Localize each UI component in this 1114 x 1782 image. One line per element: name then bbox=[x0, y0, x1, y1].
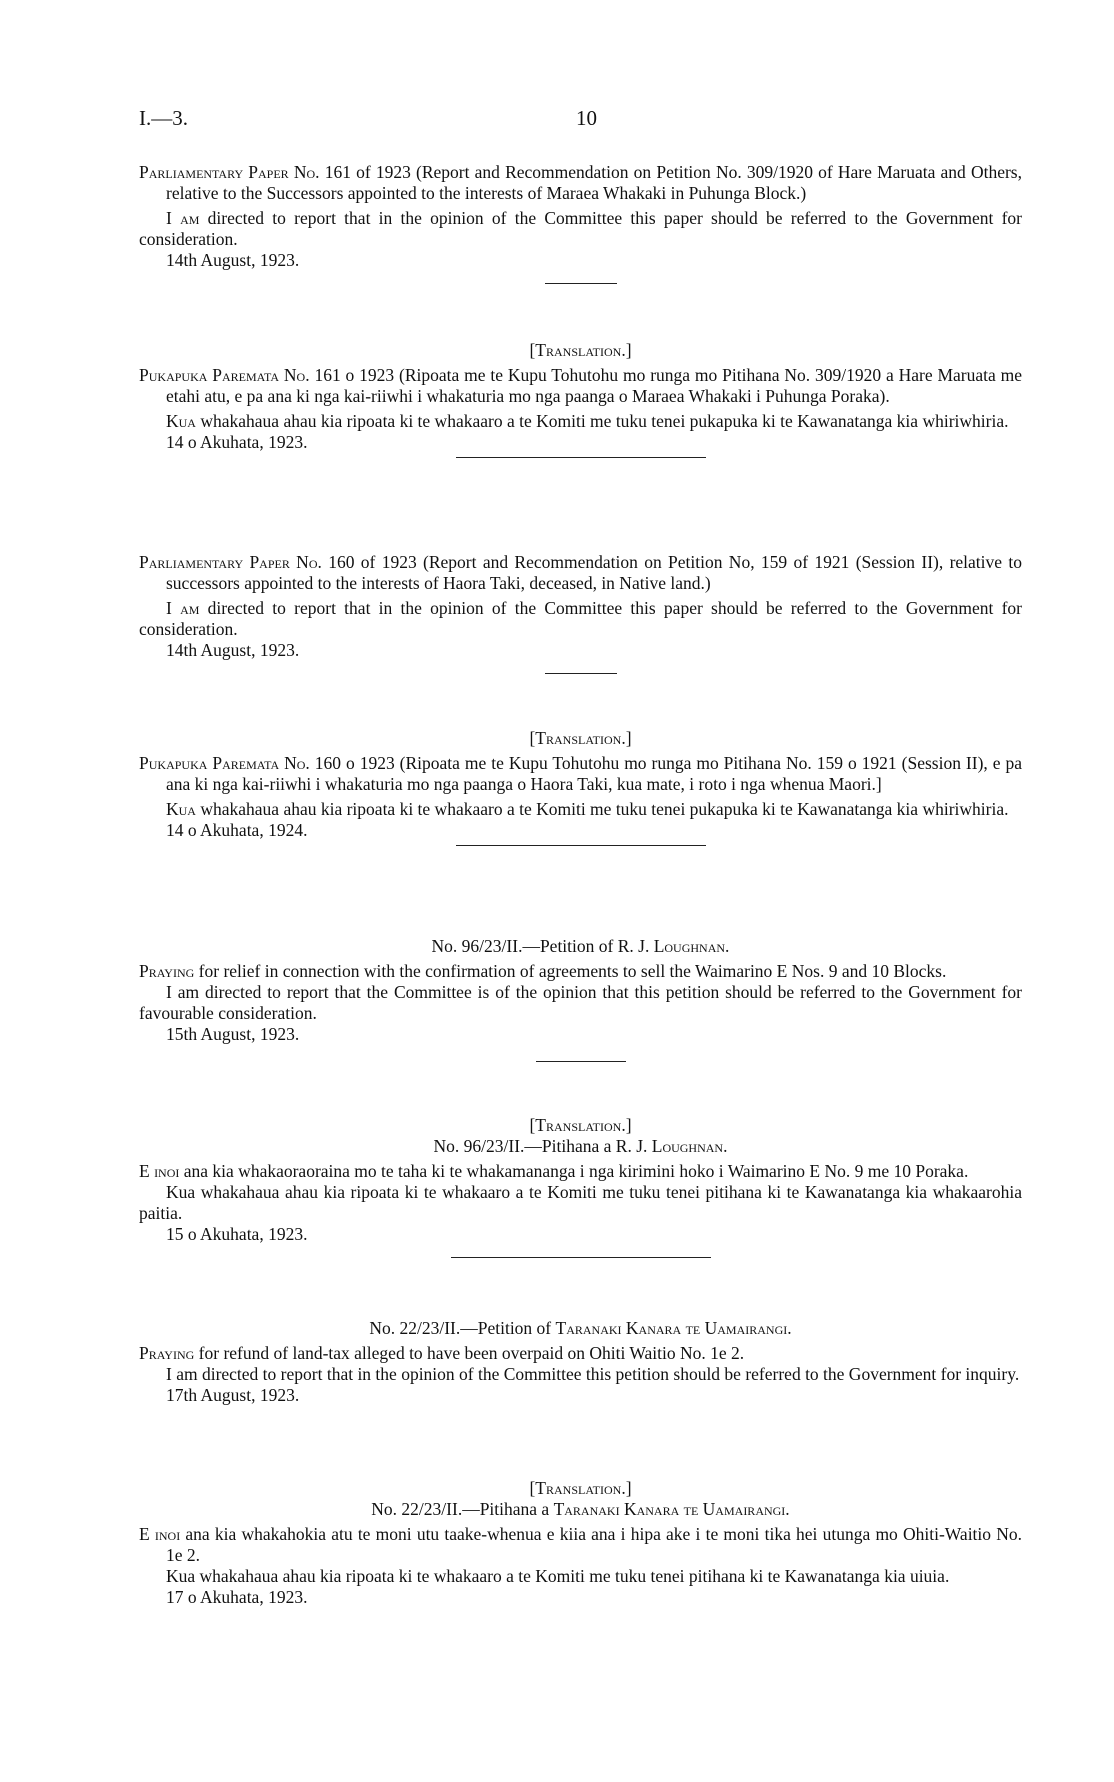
petition-title: No. 96/23/II.—Pitihana a R. J. Loughnan. bbox=[433, 1136, 728, 1156]
section-heading: Parliamentary Paper No. 160 of 1923 (Report and Recommendation on Petition No, 159 of 1921 (Session II), relative to successors appointed to the interests of Haora Taki, deceased, in Native land.) bbox=[139, 552, 1022, 593]
section-petition-taranaki bbox=[139, 1318, 1022, 1406]
translation-label: [Translation.] bbox=[529, 1115, 632, 1135]
translation-label: [Translation.] bbox=[529, 1478, 632, 1498]
divider bbox=[536, 1061, 626, 1062]
section-body: Kua whakahaua ahau kia ripoata ki te whakaaro a te Komiti me tuku tenei pukapuka ki te Kawanatanga kia whiriwhiria. bbox=[166, 799, 1009, 819]
section-date: 15 o Akuhata, 1923. bbox=[166, 1224, 308, 1244]
page-number: 10 bbox=[576, 106, 597, 130]
section-date: 14 o Akuhata, 1923. bbox=[166, 432, 308, 452]
section-pp161-translation bbox=[139, 340, 1022, 458]
section-date: 14th August, 1923. bbox=[166, 640, 300, 660]
section-date: 14 o Akuhata, 1924. bbox=[166, 820, 308, 840]
section-heading: Praying for relief in connection with the confirmation of agreements to sell the Waimarino E Nos. 9 and 10 Blocks. bbox=[139, 961, 947, 981]
section-pp160-translation bbox=[139, 728, 1022, 846]
section-body: Kua whakahaua ahau kia ripoata ki te whakaaro a te Komiti me tuku tenei pukapuka ki te Kawanatanga kia whiriwhiria. bbox=[166, 411, 1009, 431]
section-heading: E inoi ana kia whakaoraoraina mo te taha ki te whakamananga i nga kirimini hoko i Waimarino E No. 9 me 10 Poraka. bbox=[139, 1161, 969, 1181]
divider bbox=[545, 283, 617, 284]
section-body: I am directed to report that in the opinion of the Committee this paper should be referred to the Government for consideration. bbox=[139, 598, 1022, 639]
divider bbox=[545, 673, 617, 674]
section-petition-taranaki-translation bbox=[139, 1478, 1022, 1608]
petition-title: No. 22/23/II.—Petition of Taranaki Kanara te Uamairangi. bbox=[369, 1318, 792, 1338]
petition-title: No. 96/23/II.—Petition of R. J. Loughnan. bbox=[431, 936, 730, 956]
section-heading: Pukapuka Paremata No. 161 o 1923 (Ripoata me te Kupu Tohutohu mo runga mo Pitihana No. 309/1920 a Hare Maruata me etahi atu, e pa ana ki nga kai-riiwhi i whakaturia mo nga paanga o Maraea Whakaki i Puhunga Poraka). bbox=[139, 365, 1022, 406]
section-date: 17th August, 1923. bbox=[166, 1385, 300, 1405]
section-petition-loughnan-translation bbox=[139, 1115, 1022, 1258]
section-pp161-report bbox=[139, 162, 1022, 284]
section-date: 15th August, 1923. bbox=[166, 1024, 300, 1044]
section-date: 14th August, 1923. bbox=[166, 250, 300, 270]
page-header bbox=[139, 108, 1022, 132]
translation-label: [Translation.] bbox=[529, 340, 632, 360]
divider bbox=[451, 1257, 711, 1258]
divider bbox=[456, 457, 706, 458]
section-body: I am directed to report that the Committee is of the opinion that this petition should be referred to the Government for favourable consideration. bbox=[139, 982, 1022, 1023]
section-heading: Pukapuka Paremata No. 160 o 1923 (Ripoata me te Kupu Tohutohu mo runga mo Pitihana No. 159 o 1921 (Session II), e pa ana ki nga kai-riiwhi i whakaturia mo nga paanga o Haora Taki, kua mate, i roto i nga whenua Maori.] bbox=[139, 753, 1022, 794]
section-heading: E inoi ana kia whakahokia atu te moni utu taake-whenua e kiia ana i hipa ake i te moni tika hei utunga mo Ohiti-Waitio No. 1e 2. bbox=[139, 1524, 1022, 1565]
section-body: I am directed to report that in the opinion of the Committee this paper should be referred to the Government for consideration. bbox=[139, 208, 1022, 249]
section-body: Kua whakahaua ahau kia ripoata ki te whakaaro a te Komiti me tuku tenei pitihana ki te Kawanatanga kia uiuia. bbox=[166, 1566, 950, 1586]
section-body: Kua whakahaua ahau kia ripoata ki te whakaaro a te Komiti me tuku tenei pitihana ki te Kawanatanga kia whakaarohia paitia. bbox=[139, 1182, 1022, 1223]
petition-title: No. 22/23/II.—Pitihana a Taranaki Kanara te Uamairangi. bbox=[371, 1499, 790, 1519]
section-heading: Praying for refund of land-tax alleged to have been overpaid on Ohiti Waitio No. 1e 2. bbox=[139, 1343, 745, 1363]
section-body: I am directed to report that in the opinion of the Committee this petition should be referred to the Government for inquiry. bbox=[166, 1364, 1020, 1384]
divider bbox=[456, 845, 706, 846]
section-date: 17 o Akuhata, 1923. bbox=[166, 1587, 308, 1607]
section-petition-loughnan bbox=[139, 936, 1022, 1062]
paper-code: I.—3. bbox=[139, 106, 188, 130]
section-heading: Parliamentary Paper No. 161 of 1923 (Report and Recommendation on Petition No. 309/1920 of Hare Maruata and Others, relative to the Successors appointed to the interests of Maraea Whakaki in Puhunga Block.) bbox=[139, 162, 1022, 203]
section-pp160-report bbox=[139, 552, 1022, 674]
translation-label: [Translation.] bbox=[529, 728, 632, 748]
